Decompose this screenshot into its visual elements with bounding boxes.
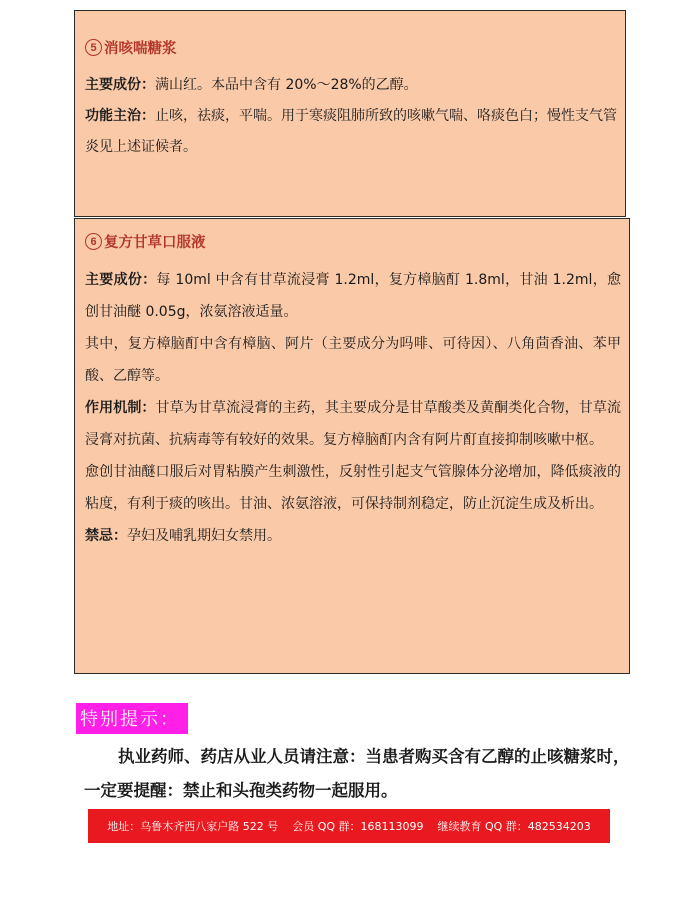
circled-number: 5 <box>85 39 102 56</box>
mechanism-paragraph <box>85 392 629 456</box>
ingredients-paragraph <box>85 264 629 328</box>
footer-member-qq: 会员 QQ 群：168113099 <box>292 820 424 833</box>
ingredients-label: 主要成份： <box>85 272 157 288</box>
function-label: 功能主治： <box>85 108 155 124</box>
function-text: 止咳，祛痰，平喘。用于寒痰阻肺所致的咳嗽气喘、咯痰色白；慢性支气管炎见上述证候者。 <box>85 108 617 155</box>
ingredients-label: 主要成份： <box>85 77 155 93</box>
footer-contact-bar <box>88 809 610 843</box>
mechanism-text: 甘草为甘草流浸膏的主药，其主要成分是甘草酸类及黄酮类化合物，甘草流浸膏对抗菌、抗病毒等有较好的效果。复方樟脑酊内含有阿片酊直接抑制咳嗽中枢。 <box>85 400 622 448</box>
footer-edu-qq: 继续教育 QQ 群：482534203 <box>437 820 591 833</box>
function-paragraph <box>85 101 625 163</box>
drug-heading <box>85 231 629 252</box>
pharmacist-notice: 执业药师、药店从业人员请注意：当患者购买含有乙醇的止咳糖浆时，一定要提醒：禁止和头孢类药物一起服用。 <box>84 747 630 800</box>
drug-title: 复方甘草口服液 <box>104 235 206 251</box>
drug-title: 消咳喘糖浆 <box>104 41 177 57</box>
mechanism-label: 作用机制： <box>85 400 156 416</box>
ingredients-paragraph <box>85 70 625 101</box>
drug-card-licorice-solution <box>74 218 630 674</box>
circled-number: 6 <box>85 233 102 250</box>
drug-card-cough-syrup <box>74 10 626 217</box>
drug-heading <box>85 37 625 58</box>
contraindication-paragraph <box>85 520 629 552</box>
footer-address: 地址：乌鲁木齐西八家户路 522 号 <box>107 820 279 833</box>
mechanism-paragraph-2: 愈创甘油醚口服后对胃粘膜产生刺激性，反射性引起支气管腺体分泌增加，降低痰液的粘度，有利于痰的咳出。甘油、浓氨溶液，可保持制剂稳定，防止沉淀生成及析出。 <box>85 464 621 512</box>
special-tip-title: 特别提示： <box>76 703 188 734</box>
contraindication-label: 禁忌： <box>85 528 127 544</box>
ingredients-text: 每 10ml 中含有甘草流浸膏 1.2ml，复方樟脑酊 1.8ml，甘油 1.2ml，愈创甘油醚 0.05g，浓氨溶液适量。 <box>85 272 622 320</box>
contraindication-text: 孕妇及哺乳期妇女禁用。 <box>127 528 281 544</box>
composition-note: 其中，复方樟脑酊中含有樟脑、阿片（主要成分为吗啡、可待因）、八角茴香油、苯甲酸、乙醇等。 <box>85 336 621 384</box>
ingredients-text: 满山红。本品中含有 20%～28%的乙醇。 <box>155 77 418 93</box>
